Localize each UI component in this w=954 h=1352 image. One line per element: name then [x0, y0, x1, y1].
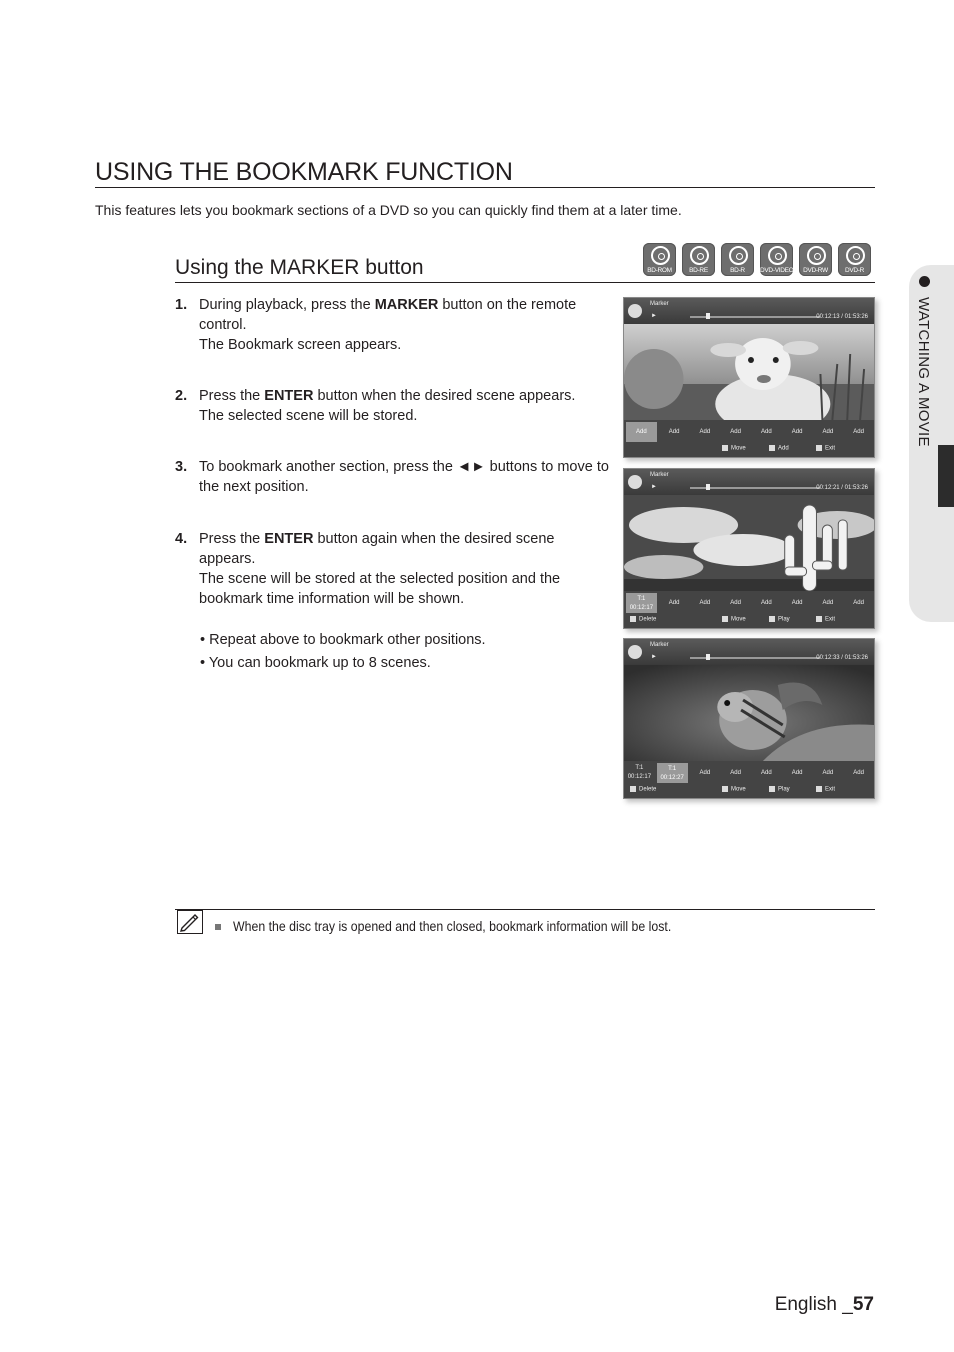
footer-language: English _ — [774, 1294, 853, 1315]
bookmark-slot[interactable]: Add — [699, 429, 711, 435]
section-title: Using the MARKER button — [175, 256, 424, 279]
progress-knob — [706, 654, 710, 660]
bookmark-slot[interactable]: Add — [853, 770, 864, 776]
page-title: USING THE BOOKMARK FUNCTION — [95, 158, 513, 186]
page-footer — [775, 1294, 874, 1316]
exit-key-icon — [816, 616, 822, 622]
footer-add: Add — [769, 445, 789, 452]
bookmark-slot[interactable]: Add — [822, 429, 834, 435]
bookmark-slot[interactable]: Add — [761, 429, 772, 435]
time-readout: 00:12:33 / 01:53:26 — [816, 655, 868, 661]
enter-key-icon — [769, 445, 775, 451]
bookmark-slot[interactable]: Add — [761, 600, 772, 606]
step-2: 2. Press the ENTER button when the desired scene appears. The selected scene will be stored. — [175, 388, 576, 424]
progress-knob — [706, 484, 710, 490]
bookmark-slot[interactable]: Add — [822, 770, 834, 776]
progress-knob — [706, 313, 710, 319]
bookmark-slot[interactable]: T:1 00:12:27 — [657, 763, 688, 783]
note-bullet-icon — [215, 924, 221, 930]
screen-header — [624, 298, 874, 324]
intro-text: This features lets you bookmark sections of a DVD so you can quickly find them at a later time. — [95, 202, 682, 218]
bookmark-slot[interactable]: Add — [699, 600, 711, 606]
screen-title: Marker — [650, 472, 669, 478]
bullet-limit: • You can bookmark up to 8 scenes. — [200, 655, 431, 671]
footer-move: Move — [722, 616, 746, 623]
screen-title: Marker — [650, 642, 669, 648]
footer-play: Play — [769, 616, 790, 623]
exit-key-icon — [816, 445, 822, 451]
disc-icon — [628, 304, 642, 318]
bookmark-slot[interactable]: Add — [668, 429, 680, 435]
bookmark-screen-2 — [623, 468, 875, 629]
chapter-marker — [938, 445, 954, 507]
screen-footer — [624, 442, 874, 457]
footer-move: Move — [722, 786, 746, 793]
title-divider — [95, 187, 875, 188]
note-text: When the disc tray is opened and then closed, bookmark information will be lost. — [233, 918, 672, 934]
move-key-icon — [722, 616, 728, 622]
bookmark-screen-1 — [623, 297, 875, 458]
bookmark-slot[interactable]: Add — [668, 600, 680, 606]
enter-key-icon — [769, 786, 775, 792]
play-icon: ► — [651, 313, 657, 319]
move-key-icon — [722, 786, 728, 792]
bookmark-slots — [624, 761, 874, 785]
footer-exit: Exit — [816, 445, 835, 452]
footer-move: Move — [722, 445, 746, 452]
a-key-icon — [630, 786, 636, 792]
bookmark-slot[interactable]: Add — [853, 429, 864, 435]
play-icon: ► — [651, 654, 657, 660]
bookmark-slot[interactable]: T:1 00:12:17 — [626, 593, 657, 613]
dvd-r-disc-icon: DVD-R — [838, 243, 871, 276]
exit-key-icon — [816, 786, 822, 792]
section-divider — [175, 282, 875, 283]
note-pencil-icon — [177, 910, 203, 934]
screen-footer — [624, 613, 874, 628]
disc-icon — [628, 645, 642, 659]
footer-delete: Delete — [630, 616, 656, 623]
screen-footer — [624, 783, 874, 798]
bookmark-slot[interactable]: Add — [822, 600, 834, 606]
dvd-rw-disc-icon: DVD-RW — [799, 243, 832, 276]
footer-play: Play — [769, 786, 790, 793]
bd-rom-disc-icon: BD-ROM — [643, 243, 676, 276]
screen-header — [624, 469, 874, 495]
bookmark-slot[interactable]: Add — [730, 770, 741, 776]
bookmark-slot[interactable]: Add — [791, 770, 803, 776]
bookmark-slot[interactable]: Add — [791, 429, 803, 435]
bookmark-slots — [624, 591, 874, 615]
play-icon: ► — [651, 484, 657, 490]
bookmark-slot[interactable]: Add — [699, 770, 711, 776]
scene-cactus-image — [624, 495, 874, 591]
disc-icon — [628, 475, 642, 489]
dvd-video-disc-icon: DVD-VIDEO — [760, 243, 793, 276]
bookmark-slots — [624, 420, 874, 444]
scene-chipmunk-image — [624, 665, 874, 761]
a-key-icon — [630, 616, 636, 622]
time-readout: 00:12:21 / 01:53:26 — [816, 485, 868, 491]
bookmark-slot[interactable]: Add — [730, 429, 741, 435]
note-divider — [175, 909, 875, 910]
footer-delete: Delete — [630, 786, 656, 793]
bd-re-disc-icon: BD-RE — [682, 243, 715, 276]
bookmark-screen-3 — [623, 638, 875, 799]
page-number: 57 — [852, 1294, 874, 1315]
bookmark-slot[interactable]: Add — [730, 600, 741, 606]
disc-compatibility-icons — [643, 243, 871, 276]
enter-key-icon — [769, 616, 775, 622]
move-key-icon — [722, 445, 728, 451]
bookmark-slot[interactable]: Add — [761, 770, 772, 776]
bookmark-slot[interactable]: T:1 00:12:17 — [627, 765, 652, 780]
bookmark-slot[interactable]: Add — [853, 600, 864, 606]
step-4: 4. Press the ENTER button again when the desired scene appears. The scene will be stored at the selected position and the bookmark time information will be shown. — [175, 531, 561, 607]
footer-exit: Exit — [816, 786, 835, 793]
time-readout: 00:12:13 / 01:53:26 — [816, 314, 868, 320]
chapter-label: WATCHING A MOVIE — [915, 297, 932, 447]
scene-lamb-image — [624, 324, 874, 420]
footer-exit: Exit — [816, 616, 835, 623]
step-3: 3. To bookmark another section, press the ◄► buttons to move to the next position. — [175, 459, 609, 495]
screen-title: Marker — [650, 301, 669, 307]
bullet-repeat: • Repeat above to bookmark other positions. — [200, 632, 486, 648]
screen-header — [624, 639, 874, 665]
bookmark-slot[interactable]: Add — [791, 600, 803, 606]
bd-r-disc-icon: BD-R — [721, 243, 754, 276]
bookmark-slot[interactable]: Add — [626, 422, 657, 442]
bullet-dot-icon — [919, 276, 930, 287]
step-1: 1. During playback, press the MARKER button on the remote control. The Bookmark screen appears. — [175, 297, 577, 353]
